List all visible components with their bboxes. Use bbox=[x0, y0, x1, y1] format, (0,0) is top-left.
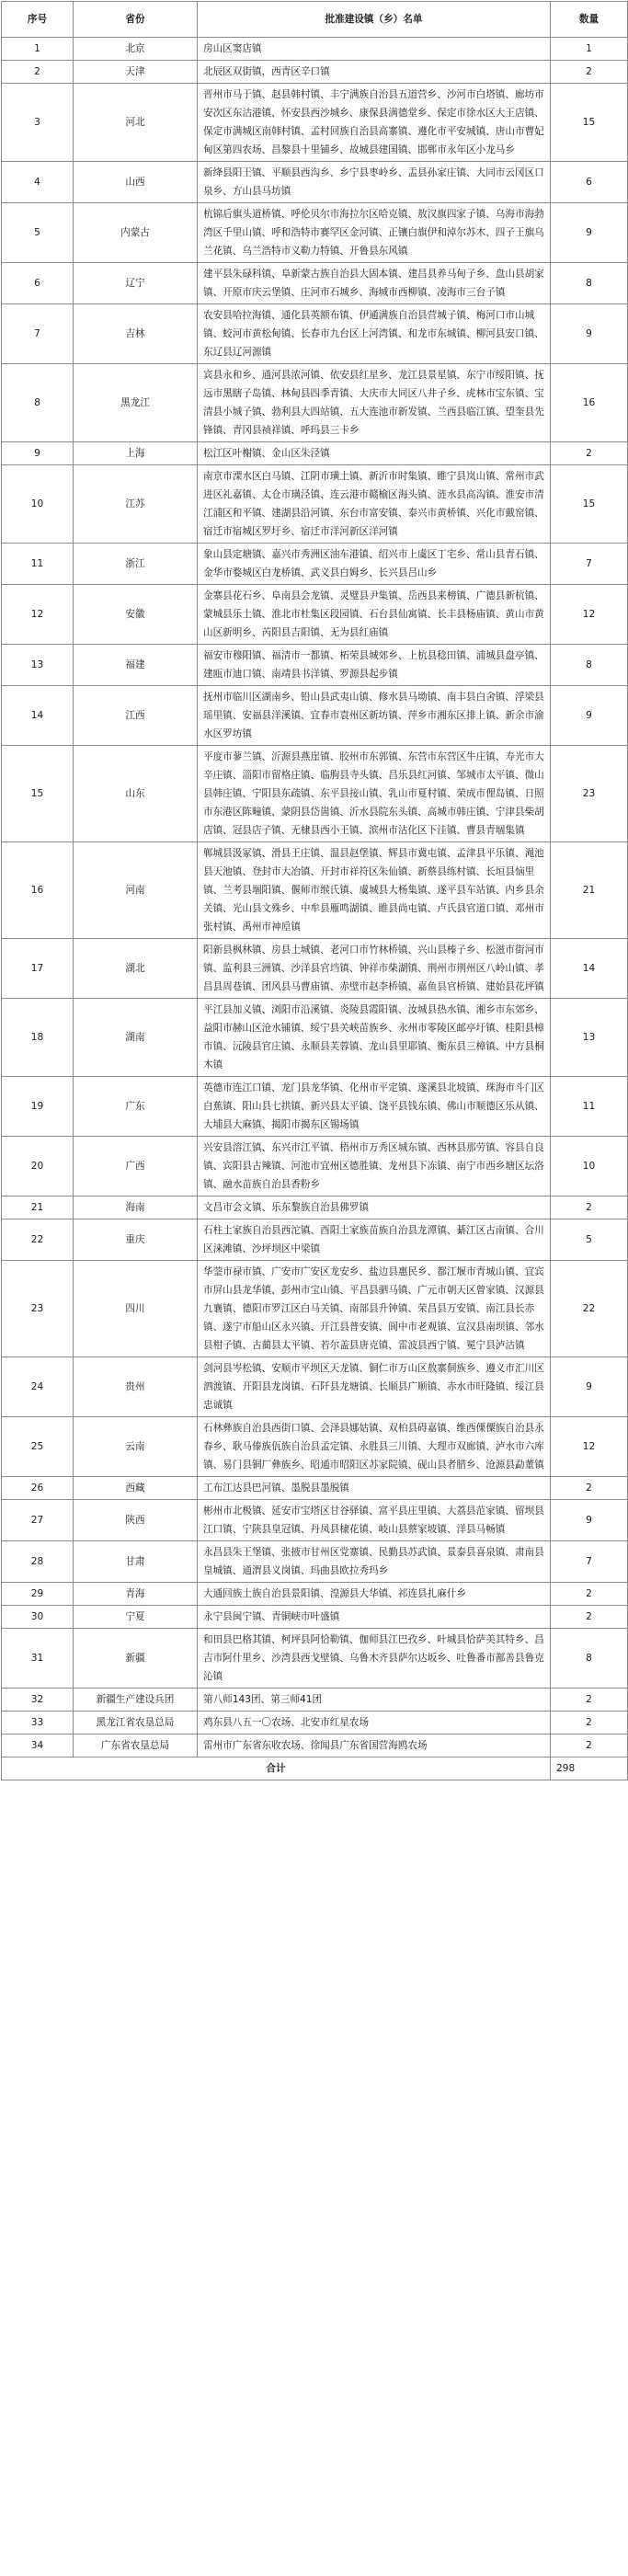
row-town-list: 宾县永和乡、通河县浓河镇、依安县红星乡、龙江县景星镇、东宁市绥阳镇、抚远市黑瞎子岛镇、林甸县四季青镇、大庆市大同区八井子乡、虎林市宝东镇、宝清县小城子镇、勃利县大四站镇、五大连池市新发镇、兰西县临江镇、望奎县先锋镇、青冈县祯祥镇、呼玛县三卡乡 bbox=[198, 364, 551, 442]
row-province: 内蒙古 bbox=[74, 203, 198, 263]
row-count: 2 bbox=[551, 1606, 628, 1629]
row-serial: 10 bbox=[2, 465, 74, 544]
row-town-list: 剑河县岑松镇、安顺市平坝区天龙镇、铜仁市万山区敖寨侗族乡、遵义市汇川区泗渡镇、开阳县龙岗镇、石阡县龙塘镇、长顺县广顺镇、赤水市旺隆镇、绥江县忠诚镇 bbox=[198, 1357, 551, 1417]
row-serial: 2 bbox=[2, 61, 74, 84]
row-count: 7 bbox=[551, 544, 628, 585]
table-row bbox=[2, 61, 628, 84]
row-province: 山东 bbox=[74, 746, 198, 842]
row-town-list: 晋州市马于镇、赵县韩村镇、丰宁满族自治县五道营乡、沙河市白塔镇、廊坊市安次区东沽港镇、怀安县西沙城乡、康保县满德堂乡、保定市徐水区大王店镇、保定市满城区南韩村镇、孟村回族自治县高寨镇、遵化市平安城镇、唐山市曹妃甸区第四农场、昌黎县十里铺乡、故城县建国镇、邯郸市永年区小龙马乡 bbox=[198, 84, 551, 162]
row-town-list: 平度市蓼兰镇、沂源县燕崖镇、胶州市东郭镇、东营市东营区牛庄镇、寿光市大辛庄镇、淄阳市留格庄镇、临朐县寺头镇、昌乐县红河镇、邹城市太平镇、微山县韩庄镇、宁阳县东疏镇、东平县接山镇、乳山市夏村镇、荣成市俚岛镇、日照市东港区陈疃镇、蒙阴县岱崮镇、沂水县院东头镇、高城市韩庄镇、宁津县柴胡店镇、冠县店子镇、无棣县西小王镇、滨州市沾化区下洼镇、曹县青堌集镇 bbox=[198, 746, 551, 842]
row-town-list: 象山县定塘镇、嘉兴市秀洲区油车港镇、绍兴市上虞区丁宅乡、常山县青石镇、金华市婺城区白龙桥镇、武义县白姆乡、长兴县吕山乡 bbox=[198, 544, 551, 585]
row-serial: 4 bbox=[2, 162, 74, 203]
row-town-list: 平江县加义镇、浏阳市沿溪镇、炎陵县霞阳镇、汝城县热水镇、湘乡市东郊乡、益阳市赫山区沧水铺镇、绥宁县关峡苗族乡、永州市零陵区邮亭圩镇、桂阳县樟市镇、沅陵县官庄镇、永顺县芙蓉镇、龙山县里耶镇、衡东县三樟镇、中方县桐木镇 bbox=[198, 999, 551, 1077]
row-count: 2 bbox=[551, 61, 628, 84]
row-count: 12 bbox=[551, 585, 628, 645]
row-count: 9 bbox=[551, 1500, 628, 1541]
row-town-list: 文昌市会文镇、乐东黎族自治县佛罗镇 bbox=[198, 1196, 551, 1219]
table-row bbox=[2, 939, 628, 999]
total-value: 298 bbox=[551, 1757, 628, 1780]
row-town-list: 农安县哈拉海镇、通化县英额布镇、伊通满族自治县营城子镇、梅河口市山城镇、蛟河市黄松甸镇、长春市九台区上河湾镇、和龙市东城镇、柳河县安口镇、东辽县辽河源镇 bbox=[198, 304, 551, 364]
table-row bbox=[2, 1357, 628, 1417]
table-row bbox=[2, 1583, 628, 1606]
row-count: 8 bbox=[551, 263, 628, 304]
row-serial: 16 bbox=[2, 842, 74, 939]
table-row bbox=[2, 1137, 628, 1196]
row-province: 天津 bbox=[74, 61, 198, 84]
row-count: 2 bbox=[551, 442, 628, 465]
row-province: 浙江 bbox=[74, 544, 198, 585]
row-town-list: 杭锦后旗头道桥镇、呼伦贝尔市海拉尔区哈克镇、敖汉旗四家子镇、乌海市海勃湾区千里山镇、呼和浩特市赛罕区金河镇、正镶白旗伊和淖尔苏木、四子王旗乌兰花镇、乌兰浩特市义勒力特镇、开鲁县东风镇 bbox=[198, 203, 551, 263]
table-row bbox=[2, 1541, 628, 1583]
row-serial: 17 bbox=[2, 939, 74, 999]
row-province: 北京 bbox=[74, 38, 198, 61]
row-province: 河北 bbox=[74, 84, 198, 162]
row-count: 11 bbox=[551, 1077, 628, 1137]
row-province: 四川 bbox=[74, 1261, 198, 1357]
table-row bbox=[2, 1196, 628, 1219]
header-serial: 序号 bbox=[2, 2, 74, 38]
row-province: 重庆 bbox=[74, 1219, 198, 1261]
row-province: 甘肃 bbox=[74, 1541, 198, 1583]
row-count: 16 bbox=[551, 364, 628, 442]
row-province: 辽宁 bbox=[74, 263, 198, 304]
table-row bbox=[2, 746, 628, 842]
row-count: 8 bbox=[551, 645, 628, 686]
row-serial: 21 bbox=[2, 1196, 74, 1219]
row-town-list: 华蓥市禄市镇、广安市广安区龙安乡、盐边县惠民乡、都江堰市青城山镇、宜宾市屏山县龙华镇、彭州市宝山镇、平昌县驷马镇、广元市朝天区曾家镇、汉源县九襄镇、德阳市罗江区白马关镇、南部县升钟镇、荣昌县万安镇、南江县长赤镇、遂宁市船山区永兴镇、开江县普安镇、阆中市老观镇、宣汉县南坝镇、邻水县柑子镇、古蔺县太平镇、若尔盖县唐克镇、雷波县西宁镇、冕宁县泸沽镇 bbox=[198, 1261, 551, 1357]
row-count: 2 bbox=[551, 1583, 628, 1606]
table-row bbox=[2, 442, 628, 465]
table-row bbox=[2, 263, 628, 304]
row-province: 云南 bbox=[74, 1417, 198, 1477]
row-province: 青海 bbox=[74, 1583, 198, 1606]
row-serial: 9 bbox=[2, 442, 74, 465]
row-province: 吉林 bbox=[74, 304, 198, 364]
row-serial: 24 bbox=[2, 1357, 74, 1417]
row-serial: 23 bbox=[2, 1261, 74, 1357]
row-count: 5 bbox=[551, 1219, 628, 1261]
row-count: 2 bbox=[551, 1196, 628, 1219]
row-count: 2 bbox=[551, 1689, 628, 1712]
row-town-list: 福安市穆阳镇、福清市一都镇、柘荣县城郊乡、上杭县稔田镇、浦城县盘亭镇、建瓯市迪口镇、南靖县书洋镇、罗源县起步镇 bbox=[198, 645, 551, 686]
row-province: 江苏 bbox=[74, 465, 198, 544]
row-count: 9 bbox=[551, 686, 628, 746]
table-row bbox=[2, 84, 628, 162]
row-count: 1 bbox=[551, 38, 628, 61]
row-serial: 31 bbox=[2, 1629, 74, 1689]
row-province: 湖北 bbox=[74, 939, 198, 999]
row-count: 22 bbox=[551, 1261, 628, 1357]
row-town-list: 第八师143团、第三师41团 bbox=[198, 1689, 551, 1712]
row-town-list: 北辰区双街镇，西青区辛口镇 bbox=[198, 61, 551, 84]
row-serial: 7 bbox=[2, 304, 74, 364]
row-town-list: 郸城县汲冢镇、滑县王庄镇、温县赵堡镇、辉县市冀屯镇、孟津县平乐镇、渑池县天池镇、登封市大冶镇、开封市祥符区朱仙镇、新蔡县练村镇、长垣县恼里镇、兰考县堌阳镇、偃师市缑氏镇、虞城县大杨集镇、遂平县车站镇、内乡县余关镇、光山县文殊乡、中牟县雁鸣湖镇、睢县尚屯镇、卢氏县官道口镇、邓州市张村镇、禹州市神垕镇 bbox=[198, 842, 551, 939]
row-province: 新疆 bbox=[74, 1629, 198, 1689]
row-province: 广西 bbox=[74, 1137, 198, 1196]
table-row bbox=[2, 38, 628, 61]
row-town-list: 石柱土家族自治县西沱镇、酉阳土家族苗族自治县龙潭镇、綦江区古南镇、合川区涞滩镇、沙坪坝区中梁镇 bbox=[198, 1219, 551, 1261]
header-row bbox=[2, 2, 628, 38]
row-serial: 32 bbox=[2, 1689, 74, 1712]
row-serial: 1 bbox=[2, 38, 74, 61]
row-province: 黑龙江 bbox=[74, 364, 198, 442]
table-row bbox=[2, 1477, 628, 1500]
row-town-list: 大通回族土族自治县景阳镇、湟源县大华镇、祁连县扎麻什乡 bbox=[198, 1583, 551, 1606]
row-town-list: 永宁县闽宁镇、青铜峡市叶盛镇 bbox=[198, 1606, 551, 1629]
table-row bbox=[2, 686, 628, 746]
row-town-list: 南京市溧水区白马镇、江阴市璜土镇、新沂市时集镇、睢宁县岚山镇、常州市武进区礼嘉镇、太仓市璜泾镇、连云港市赣榆区海头镇、涟水县高沟镇、淮安市清江浦区和平镇、建湖县沿河镇、东台市富安镇、泰兴市黄桥镇、兴化市戴窑镇、宿迁市宿城区罗圩乡、宿迁市洋河新区洋河镇 bbox=[198, 465, 551, 544]
row-serial: 20 bbox=[2, 1137, 74, 1196]
row-town-list: 工布江达县巴河镇、墨脱县墨脱镇 bbox=[198, 1477, 551, 1500]
table-row bbox=[2, 585, 628, 645]
row-town-list: 兴安县溶江镇、东兴市江平镇、梧州市万秀区城东镇、西林县那劳镇、容县自良镇、宾阳县古辣镇、河池市宜州区德胜镇、龙州县下冻镇、南宁市西乡塘区坛洛镇、融水苗族自治县香粉乡 bbox=[198, 1137, 551, 1196]
row-province: 河南 bbox=[74, 842, 198, 939]
row-town-list: 石林彝族自治县西街口镇、会泽县娜姑镇、双柏县碍嘉镇、维西傈僳族自治县永春乡、耿马傣族佤族自治县孟定镇、永胜县三川镇、大理市双廊镇、泸水市六库镇、易门县铜厂彝族乡、昭通市昭阳区苏家院镇、砚山县者腊乡、沧源县勐董镇 bbox=[198, 1417, 551, 1477]
table-row bbox=[2, 465, 628, 544]
row-town-list: 彬州市北极镇、延安市宝塔区甘谷驿镇、富平县庄里镇、大荔县范家镇、留坝县江口镇、宁陕县皇冠镇、丹凤县棣花镇、岐山县蔡家坡镇、洋县马畅镇 bbox=[198, 1500, 551, 1541]
row-province: 贵州 bbox=[74, 1357, 198, 1417]
row-count: 9 bbox=[551, 1357, 628, 1417]
table-row bbox=[2, 842, 628, 939]
row-town-list: 抚州市临川区湖南乡、铅山县武夷山镇、修水县马坳镇、南丰县白舍镇、浮梁县瑶里镇、安福县洋溪镇、宜春市袁州区新坊镇、萍乡市湘东区排上镇、新余市渝水区罗坊镇 bbox=[198, 686, 551, 746]
header-town-list: 批准建设镇（乡）名单 bbox=[198, 2, 551, 38]
row-province: 西藏 bbox=[74, 1477, 198, 1500]
row-town-list: 新绛县阳王镇、平顺县西沟乡、乡宁县枣岭乡、盂县孙家庄镇、大同市云冈区口泉乡、方山县马坊镇 bbox=[198, 162, 551, 203]
town-list-table bbox=[1, 1, 628, 1780]
table-row bbox=[2, 1689, 628, 1712]
row-count: 7 bbox=[551, 1541, 628, 1583]
table-row bbox=[2, 1077, 628, 1137]
row-serial: 12 bbox=[2, 585, 74, 645]
row-province: 黑龙江省农垦总局 bbox=[74, 1712, 198, 1735]
row-town-list: 松江区叶榭镇、金山区朱泾镇 bbox=[198, 442, 551, 465]
table-row bbox=[2, 1417, 628, 1477]
table-row bbox=[2, 544, 628, 585]
row-count: 14 bbox=[551, 939, 628, 999]
table-row bbox=[2, 1500, 628, 1541]
row-town-list: 阳新县枫林镇、房县土城镇、老河口市竹林桥镇、兴山县榛子乡、松滋市街河市镇、监利县三洲镇、沙洋县官垱镇、钟祥市柴湖镇、荆州市荆州区八岭山镇、孝昌县周巷镇、团风县马曹庙镇、赤壁市赵李桥镇、嘉鱼县官桥镇、建始县花坪镇 bbox=[198, 939, 551, 999]
table-row bbox=[2, 1712, 628, 1735]
table-row bbox=[2, 304, 628, 364]
row-serial: 3 bbox=[2, 84, 74, 162]
row-serial: 28 bbox=[2, 1541, 74, 1583]
table-row bbox=[2, 1629, 628, 1689]
row-count: 9 bbox=[551, 203, 628, 263]
row-serial: 26 bbox=[2, 1477, 74, 1500]
table-row bbox=[2, 645, 628, 686]
row-town-list: 雷州市广东省东收农场、徐闻县广东省国营海鸥农场 bbox=[198, 1735, 551, 1757]
row-count: 15 bbox=[551, 84, 628, 162]
row-province: 上海 bbox=[74, 442, 198, 465]
table-row bbox=[2, 162, 628, 203]
row-serial: 19 bbox=[2, 1077, 74, 1137]
table-row bbox=[2, 1606, 628, 1629]
row-serial: 27 bbox=[2, 1500, 74, 1541]
row-serial: 6 bbox=[2, 263, 74, 304]
row-count: 2 bbox=[551, 1735, 628, 1757]
row-province: 宁夏 bbox=[74, 1606, 198, 1629]
row-serial: 33 bbox=[2, 1712, 74, 1735]
row-serial: 30 bbox=[2, 1606, 74, 1629]
header-province: 省份 bbox=[74, 2, 198, 38]
row-serial: 5 bbox=[2, 203, 74, 263]
row-province: 新疆生产建设兵团 bbox=[74, 1689, 198, 1712]
row-province: 安徽 bbox=[74, 585, 198, 645]
table-row bbox=[2, 1261, 628, 1357]
row-serial: 34 bbox=[2, 1735, 74, 1757]
total-row bbox=[2, 1757, 628, 1780]
row-province: 广东省农垦总局 bbox=[74, 1735, 198, 1757]
row-province: 福建 bbox=[74, 645, 198, 686]
row-town-list: 房山区窦店镇 bbox=[198, 38, 551, 61]
row-town-list: 永昌县朱王堡镇、张掖市甘州区党寨镇、民勤县苏武镇、景泰县喜泉镇、肃南县皇城镇、通渭县义岗镇、玛曲县欧拉秀玛乡 bbox=[198, 1541, 551, 1583]
row-count: 6 bbox=[551, 162, 628, 203]
row-count: 10 bbox=[551, 1137, 628, 1196]
row-town-list: 金寨县花石乡、阜南县会龙镇、灵璧县尹集镇、岳西县来榜镇、广德县新杭镇、蒙城县乐土镇、淮北市杜集区段园镇、石台县仙寓镇、长丰县杨庙镇、黄山市黄山区新明乡、芮阳县吉阳镇、无为县红庙镇 bbox=[198, 585, 551, 645]
row-count: 8 bbox=[551, 1629, 628, 1689]
row-serial: 22 bbox=[2, 1219, 74, 1261]
row-count: 12 bbox=[551, 1417, 628, 1477]
row-count: 2 bbox=[551, 1712, 628, 1735]
table-row bbox=[2, 1735, 628, 1757]
table-row bbox=[2, 203, 628, 263]
table-body bbox=[2, 38, 628, 1757]
total-label: 合计 bbox=[2, 1757, 551, 1780]
row-count: 13 bbox=[551, 999, 628, 1077]
row-town-list: 建平县朱碌科镇、阜新蒙古族自治县大固本镇、建昌县养马甸子乡、盘山县胡家镇、开原市庆云堡镇、庄河市石城乡、海城市西柳镇、凌海市三台子镇 bbox=[198, 263, 551, 304]
row-town-list: 和田县巴格其镇、柯坪县阿恰勒镇、伽师县江巴孜乡、叶城县恰萨美其特乡、昌吉市阿什里乡、沙湾县西戈壁镇、乌鲁木齐县萨尔达坂乡、吐鲁番市鄯善县鲁克沁镇 bbox=[198, 1629, 551, 1689]
row-serial: 13 bbox=[2, 645, 74, 686]
row-count: 2 bbox=[551, 1477, 628, 1500]
table-row bbox=[2, 364, 628, 442]
row-province: 广东 bbox=[74, 1077, 198, 1137]
row-province: 湖南 bbox=[74, 999, 198, 1077]
row-count: 21 bbox=[551, 842, 628, 939]
row-province: 山西 bbox=[74, 162, 198, 203]
row-serial: 29 bbox=[2, 1583, 74, 1606]
row-serial: 14 bbox=[2, 686, 74, 746]
row-serial: 8 bbox=[2, 364, 74, 442]
row-serial: 18 bbox=[2, 999, 74, 1077]
row-province: 海南 bbox=[74, 1196, 198, 1219]
row-province: 陕西 bbox=[74, 1500, 198, 1541]
row-count: 9 bbox=[551, 304, 628, 364]
row-serial: 25 bbox=[2, 1417, 74, 1477]
row-town-list: 鸡东县八五一〇农场、北安市红星农场 bbox=[198, 1712, 551, 1735]
row-count: 15 bbox=[551, 465, 628, 544]
row-province: 江西 bbox=[74, 686, 198, 746]
row-town-list: 英德市连江口镇、龙门县龙华镇、化州市平定镇、遂溪县北坡镇、珠海市斗门区白蕉镇、阳山县七拱镇、新兴县太平镇、饶平县钱东镇、佛山市顺德区乐从镇、大埔县大麻镇、揭阳市揭东区锡场镇 bbox=[198, 1077, 551, 1137]
table-row bbox=[2, 1219, 628, 1261]
table-row bbox=[2, 999, 628, 1077]
header-count: 数量 bbox=[551, 2, 628, 38]
row-serial: 11 bbox=[2, 544, 74, 585]
row-serial: 15 bbox=[2, 746, 74, 842]
row-count: 23 bbox=[551, 746, 628, 842]
